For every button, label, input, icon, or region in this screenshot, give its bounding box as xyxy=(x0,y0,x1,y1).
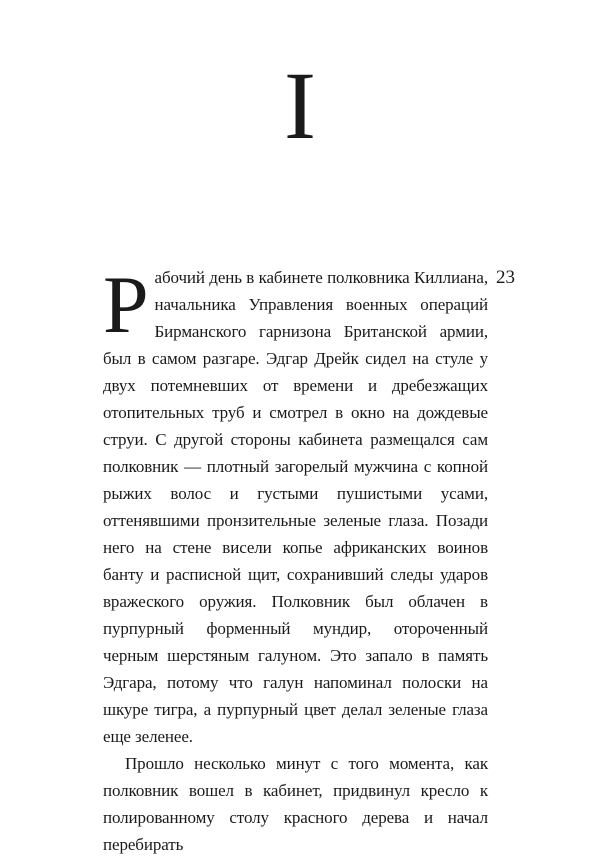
chapter-heading: I xyxy=(284,52,316,159)
drop-cap: Р xyxy=(103,259,149,350)
paragraph-1 xyxy=(103,259,488,750)
body-text xyxy=(103,259,488,858)
paragraph-1-text: абочий день в кабинете полковника Киллиана, начальника Управления военных операций Бирманского гарнизона Британской армии, был в самом разгаре. Эдгар Дрейк сидел на стуле у двух потемневших от времени и дребезжащих отопительных труб и смотрел в окно на дождевые струи. С другой стороны кабинета размещался сам полковник — плотный загорелый мужчина с копной рыжих волос и густыми пушистыми усами, оттенявшими пронзительные зеленые глаза. Позади него на стене висели копье африканских воинов банту и расписной щит, сохранивший следы ударов вражеского оружия. Полковник был облачен в пурпурный форменный мундир, отороченный черным шерстяным галуном. Это запало в память Эдгара, потому что галун напоминал полоски на шкуре тигра, а пурпурный цвет делал зеленые глаза еще зеленее. xyxy=(103,268,488,746)
paragraph-2: Прошло несколько минут с того момента, как полковник вошел в кабинет, придвинул кресло к полированному столу красного дерева и начал перебирать xyxy=(103,754,488,854)
page-number: 23 xyxy=(496,267,515,288)
